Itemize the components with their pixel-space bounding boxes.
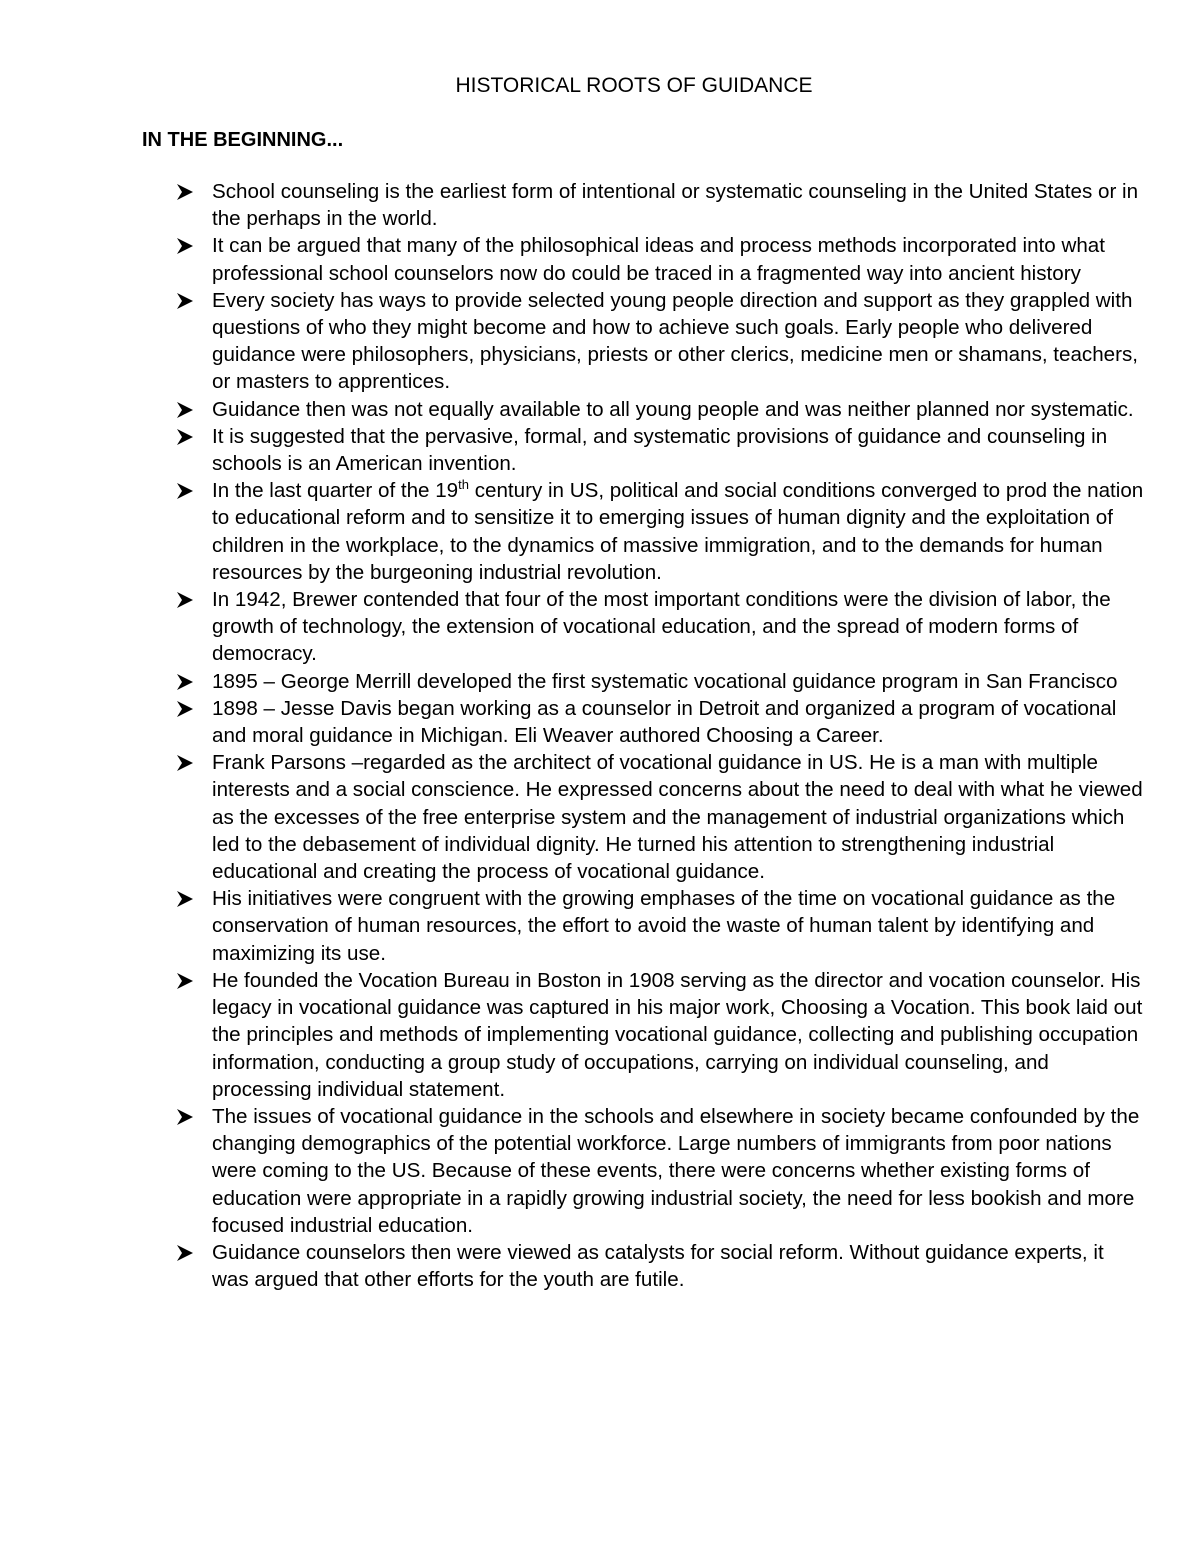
- bullet-item: [174, 287, 1144, 396]
- bullet-item: [174, 668, 1144, 695]
- bullet-text: Guidance counselors then were viewed as catalysts for social reform. Without guidance experts, it was argued that other efforts for the youth are futile.: [212, 1240, 1104, 1292]
- bullet-item: [174, 232, 1144, 286]
- bullet-item: [174, 396, 1144, 423]
- arrow-bullet-icon: [176, 428, 194, 446]
- arrow-bullet-icon: [176, 292, 194, 310]
- document-title: HISTORICAL ROOTS OF GUIDANCE: [455, 74, 813, 97]
- ordinal-superscript: th: [458, 477, 469, 493]
- arrow-bullet-icon: [176, 482, 194, 500]
- bullet-item: [174, 423, 1144, 477]
- arrow-bullet-icon: [176, 1244, 194, 1262]
- bullet-text: 1898 – Jesse Davis began working as a counselor in Detroit and organized a program of vocational and moral guidance in Michigan. Eli Weaver authored Choosing a Career.: [212, 696, 1117, 748]
- bullet-text: School counseling is the earliest form of intentional or systematic counseling in the United States or in the perhaps in the world.: [212, 180, 1139, 231]
- bullet-text: [212, 479, 1143, 584]
- bullet-item: [174, 967, 1144, 1103]
- bullet-list: [174, 178, 1144, 1293]
- arrow-bullet-icon: [176, 183, 194, 201]
- bullet-text: It is suggested that the pervasive, formal, and systematic provisions of guidance and counseling in schools is an American invention.: [212, 424, 1108, 476]
- bullet-item: [174, 885, 1144, 967]
- bullet-item: [174, 749, 1144, 885]
- bullet-text-part: century in US, political and social conditions converged to prod the nation to educational reform and to sensitize it to emerging issues of human dignity and the exploitation of children in the workplace, to the dynamics of massive immigration, and to the demands for human resources by the burgeoning industrial revolution.: [212, 479, 1144, 584]
- bullet-text: His initiatives were congruent with the growing emphases of the time on vocational guidance as the conservation of human resources, the effort to avoid the waste of human talent by identifying and maximizing its use.: [212, 887, 1116, 965]
- bullet-item: [174, 477, 1144, 586]
- arrow-bullet-icon: [176, 700, 194, 718]
- section-heading: IN THE BEGINNING...: [142, 129, 344, 151]
- bullet-item: [174, 178, 1144, 232]
- arrow-bullet-icon: [176, 673, 194, 691]
- bullet-text: He founded the Vocation Bureau in Boston in 1908 serving as the director and vocation counselor. His legacy in vocational guidance was captured in his major work, Choosing a Vocation. This book laid out the principles and methods of implementing vocational guidance, collecting and publishing occupation information, conducting a group study of occupations, carrying on individual counseling, and processing individual statement.: [212, 968, 1143, 1101]
- arrow-bullet-icon: [176, 972, 194, 990]
- arrow-bullet-icon: [176, 754, 194, 772]
- bullet-text: The issues of vocational guidance in the schools and elsewhere in society became confounded by the changing demographics of the potential workforce. Large numbers of immigrants from poor nations were coming to the US. Because of these events, there were concerns whether existing forms of education were appropriate in a rapidly growing industrial society, the need for less bookish and more focused industrial education.: [212, 1104, 1140, 1237]
- arrow-bullet-icon: [176, 237, 194, 255]
- bullet-text: Guidance then was not equally available to all young people and was neither planned nor systematic.: [212, 397, 1134, 421]
- arrow-bullet-icon: [176, 591, 194, 609]
- arrow-bullet-icon: [176, 1108, 194, 1126]
- bullet-text: Frank Parsons –regarded as the architect of vocational guidance in US. He is a man with multiple interests and a social conscience. He expressed concerns about the need to deal with what he viewed as the excesses of the free enterprise system and the management of industrial organizations which led to the debasement of individual dignity. He turned his attention to strengthening industrial educational and creating the process of vocational guidance.: [212, 751, 1143, 884]
- bullet-item: [174, 695, 1144, 749]
- bullet-item: [174, 1239, 1144, 1293]
- arrow-bullet-icon: [176, 890, 194, 908]
- bullet-item: [174, 1103, 1144, 1239]
- bullet-text: Every society has ways to provide selected young people direction and support as they grappled with questions of who they might become and how to achieve such goals. Early people who delivered guidance were philosophers, physicians, priests or other clerics, medicine men or shamans, teachers, or masters to apprentices.: [212, 288, 1139, 394]
- bullet-text-part: In the last quarter of the 19: [212, 479, 459, 503]
- arrow-bullet-icon: [176, 401, 194, 419]
- bullet-text: It can be argued that many of the philosophical ideas and process methods incorporated into what professional school counselors now do could be traced in a fragmented way into ancient history: [212, 234, 1105, 285]
- bullet-text: 1895 – George Merrill developed the first systematic vocational guidance program in San Francisco: [212, 669, 1118, 693]
- bullet-item: [174, 586, 1144, 668]
- bullet-text: In 1942, Brewer contended that four of the most important conditions were the division of labor, the growth of technology, the extension of vocational education, and the spread of modern forms of democracy.: [212, 588, 1111, 666]
